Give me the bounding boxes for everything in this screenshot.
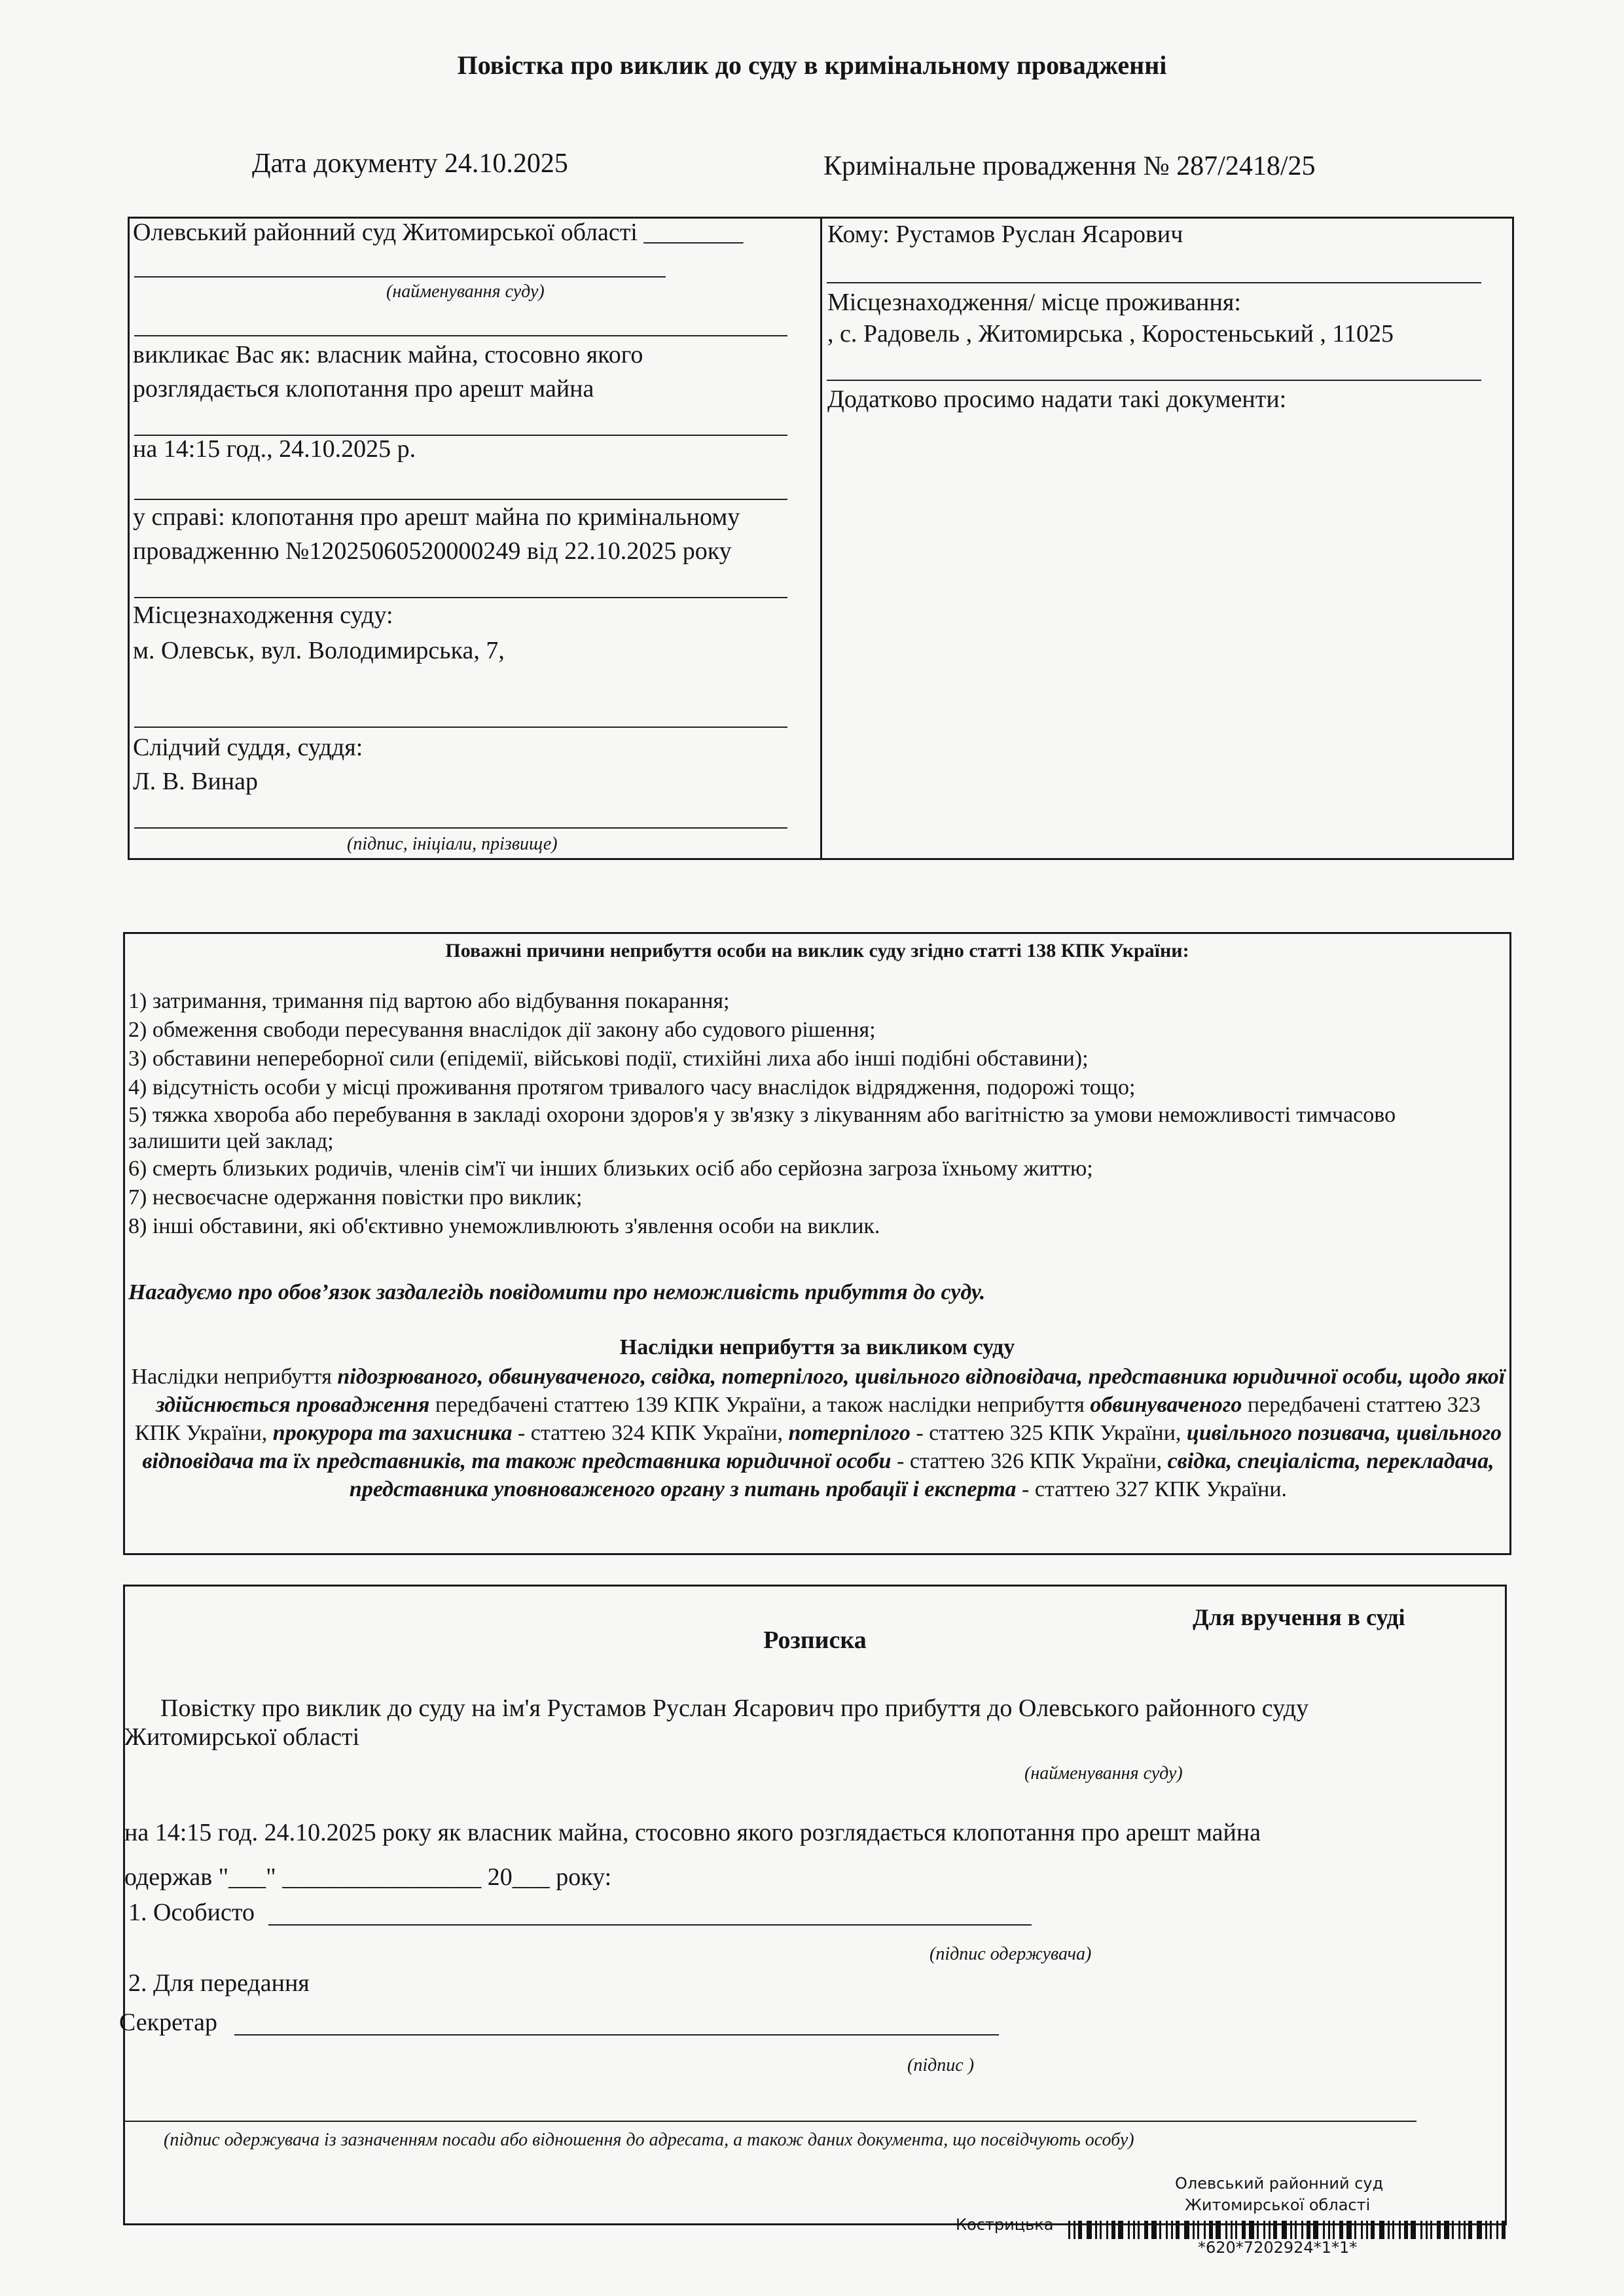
barcode-bar <box>1159 2221 1161 2239</box>
divider <box>134 276 666 278</box>
reason-item: 7) несвоєчасне одержання повістки про виклик; <box>128 1185 583 1210</box>
barcode-bar <box>1313 2221 1318 2239</box>
text-segment: прокурора та захисника <box>272 1421 513 1445</box>
barcode-bar <box>1100 2221 1102 2239</box>
barcode-bar <box>1496 2221 1498 2239</box>
barcode-bar <box>1193 2221 1195 2239</box>
for-court-label: Для вручення в суді <box>1193 1604 1405 1630</box>
barcode <box>1068 2221 1507 2239</box>
residence: , с. Радовель , Житомирська , Коростеньський , 11025 <box>827 320 1394 348</box>
barcode-bar <box>1087 2221 1092 2239</box>
barcode-bar <box>1171 2221 1173 2239</box>
recipient-signature-caption: (підпис одержувача) <box>929 1944 1092 1964</box>
reason-item: 1) затримання, тримання під вартою або відбування покарання; <box>128 989 730 1013</box>
barcode-bar <box>1273 2221 1277 2239</box>
receipt-line-3: на 14:15 год. 24.10.2025 року як власник майна, стосовно якого розглядається клопотання про арешт майна <box>124 1819 1261 1846</box>
judge-label: Слідчий суддя, суддя: <box>133 734 363 761</box>
barcode-bar <box>1399 2221 1401 2239</box>
barcode-bar <box>1328 2221 1330 2239</box>
barcode-bar <box>1269 2221 1271 2239</box>
column-divider <box>820 217 822 860</box>
barcode-bar <box>1144 2221 1148 2239</box>
text-segment: підозрюваного, обвинуваченого, свідка, потерпілого, цивільного відповідача, представника юридичної особи, щодо якої здійснюється провадження <box>156 1365 1506 1417</box>
barcode-bar <box>1290 2221 1292 2239</box>
court-caption: (найменування суду) <box>386 281 545 302</box>
barcode-bar <box>1339 2221 1343 2239</box>
barcode-bar <box>1225 2221 1227 2239</box>
court-location: м. Олевськ, вул. Володимирська, 7, <box>133 637 505 664</box>
barcode-bar <box>1074 2221 1075 2239</box>
court-name: Олевський районний суд Житомирської області ________ <box>133 219 744 246</box>
barcode-bar <box>1379 2221 1384 2239</box>
receipt-line-2: Житомирської області <box>124 1723 360 1751</box>
barcode-bar <box>1204 2221 1206 2239</box>
barcode-text: *620*7202924*1*1* <box>1198 2238 1358 2257</box>
footer-court-1: Олевський районний суд <box>1175 2174 1384 2193</box>
reason-item: 5) тяжка хвороба або перебування в закладі охорони здоров'я у зв'язку з лікуванням або вагітністю за умови неможливості тимчасово залишити цей заклад; <box>128 1103 1396 1153</box>
barcode-bar <box>1458 2221 1460 2239</box>
court-location-label: Місцезнаходження суду: <box>133 601 393 629</box>
barcode-bar <box>1166 2221 1168 2239</box>
barcode-bar <box>1184 2221 1189 2239</box>
reason-item: 4) відсутність особи у місці проживання протягом тривалого часу внаслідок відрядження, подорожі тощо; <box>128 1075 1136 1100</box>
judge-name: Л. В. Винар <box>133 768 259 795</box>
barcode-bar <box>1257 2221 1259 2239</box>
consequences-text <box>131 1363 1506 1503</box>
signature-line <box>234 2034 999 2036</box>
signature-caption: (підпис ) <box>907 2055 975 2075</box>
bottom-caption: (підпис одержувача із зазначенням посади або відношення до адресата, а також даних документа, що посвідчують особу) <box>164 2130 1134 2150</box>
barcode-bar <box>1361 2221 1363 2239</box>
clerk-name: Кострицька <box>956 2215 1054 2234</box>
barcode-bar <box>1242 2221 1246 2239</box>
text-segment: передбачені статтею 139 КПК України, а також наслідки неприбуття <box>429 1393 1091 1417</box>
divider <box>827 380 1481 381</box>
barcode-bar <box>1502 2221 1506 2239</box>
receipt-line-1: Повістку про виклик до суду на ім'я Рустамов Руслан Ясарович про прибуття до Олевського районного суду <box>160 1695 1309 1722</box>
barcode-bar <box>1444 2221 1449 2239</box>
barcode-bar <box>1282 2221 1287 2239</box>
barcode-bar <box>1249 2221 1254 2239</box>
barcode-bar <box>1078 2221 1082 2239</box>
text-segment: - статтею 327 КПК України. <box>1016 1477 1288 1501</box>
barcode-bar <box>1420 2221 1422 2239</box>
barcode-bar <box>1176 2221 1180 2239</box>
summons-role-line-2: розглядається клопотання про арешт майна <box>133 375 594 403</box>
secretary-label: Секретар <box>119 2009 217 2036</box>
receipt-title: Розписка <box>763 1626 867 1654</box>
document-date: Дата документу 24.10.2025 <box>252 149 568 179</box>
barcode-bar <box>1301 2221 1303 2239</box>
footer-court-2: Житомирської області <box>1185 2196 1371 2214</box>
divider <box>134 499 787 500</box>
document-title: Повістка про виклик до суду в кримінальному провадженні <box>457 50 1167 80</box>
hearing-time: на 14:15 год., 24.10.2025 р. <box>133 435 416 463</box>
receipt-court-caption: (найменування суду) <box>1024 1763 1183 1784</box>
barcode-bar <box>1452 2221 1454 2239</box>
barcode-bar <box>1323 2221 1325 2239</box>
recipient: Кому: Рустамов Руслан Ясарович <box>827 221 1183 248</box>
reason-item: 8) інші обставини, які об'єктивно унеможливлюють з'явлення особи на виклик. <box>128 1214 880 1238</box>
reasons-title: Поважні причини неприбуття особи на виклик суду згідно статті 138 КПК України: <box>445 940 1189 961</box>
summons-role-line-1: викликає Вас як: власник майна, стосовно якого <box>133 341 643 368</box>
barcode-bar <box>1388 2221 1390 2239</box>
received-date: одержав "___" ________________ 20___ року: <box>124 1863 612 1891</box>
reminder: Нагадуємо про обов’язок заздалегідь повідомити про неможливість прибуття до суду. <box>128 1280 986 1304</box>
barcode-bar <box>1333 2221 1335 2239</box>
text-segment: - статтею 324 КПК України, <box>512 1421 789 1445</box>
reason-item: 6) смерть близьких родичів, членів сім'ї чи інших близьких осіб або серйозна загроза їхньому життю; <box>128 1157 1093 1181</box>
divider <box>134 335 787 336</box>
barcode-bar <box>1354 2221 1356 2239</box>
consequences-title: Наслідки неприбуття за викликом суду <box>619 1335 1015 1359</box>
text-segment: Наслідки неприбуття <box>131 1365 338 1389</box>
divider <box>134 827 787 829</box>
barcode-bar <box>1346 2221 1352 2239</box>
judge-caption: (підпис, ініціали, прізвище) <box>347 834 558 854</box>
barcode-bar <box>1263 2221 1265 2239</box>
barcode-bar <box>1485 2221 1487 2239</box>
barcode-bar <box>1490 2221 1492 2239</box>
barcode-bar <box>1111 2221 1115 2239</box>
barcode-bar <box>1371 2221 1375 2239</box>
text-segment: - статтею 326 КПК України, <box>891 1449 1168 1473</box>
divider <box>134 597 787 598</box>
barcode-bar <box>1128 2221 1130 2239</box>
barcode-bar <box>1216 2221 1221 2239</box>
barcode-bar <box>1106 2221 1108 2239</box>
barcode-bar <box>1235 2221 1237 2239</box>
text-segment: обвинуваченого <box>1090 1393 1242 1417</box>
case-line-2: провадженню №12025060520000249 від 22.10.2025 року <box>133 537 732 565</box>
reasons-list <box>128 987 1503 1241</box>
barcode-bar <box>1464 2221 1466 2239</box>
divider <box>827 282 1481 283</box>
barcode-bar <box>1231 2221 1233 2239</box>
barcode-bar <box>1437 2221 1441 2239</box>
barcode-bar <box>1151 2221 1157 2239</box>
barcode-bar <box>1095 2221 1097 2239</box>
case-number: Кримінальне провадження № 287/2418/25 <box>823 151 1316 181</box>
case-line-1: у справі: клопотання про арешт майна по кримінальному <box>133 503 740 531</box>
barcode-bar <box>1118 2221 1123 2239</box>
text-segment: свідка, спеціаліста, перекладача, представника уповноваженого органу з питань пробації і експерта <box>349 1449 1494 1501</box>
text-segment: цивільного позивача, цивільного відповідача та їх представників, та також представника юридичної особи <box>142 1421 1502 1473</box>
personally-label: 1. Особисто <box>128 1899 255 1926</box>
divider <box>134 726 787 728</box>
barcode-bar <box>1392 2221 1394 2239</box>
barcode-bar <box>1366 2221 1368 2239</box>
barcode-bar <box>1411 2221 1416 2239</box>
barcode-bar <box>1307 2221 1310 2239</box>
barcode-bar <box>1068 2221 1070 2239</box>
transfer-label: 2. Для передання <box>128 1969 310 1997</box>
reason-item: 2) обмеження свободи пересування внаслідок дії закону або судового рішення; <box>128 1018 876 1042</box>
text-segment: передбачені статтею 323 КПК України, <box>134 1393 1481 1445</box>
barcode-bar <box>1477 2221 1482 2239</box>
barcode-bar <box>1138 2221 1140 2239</box>
barcode-bar <box>1209 2221 1213 2239</box>
barcode-bar <box>1197 2221 1199 2239</box>
text-segment: потерпілого <box>788 1421 911 1445</box>
text-segment: - статтею 325 КПК України, <box>910 1421 1187 1445</box>
signature-line <box>124 2121 1416 2122</box>
barcode-bar <box>1295 2221 1297 2239</box>
barcode-bar <box>1133 2221 1135 2239</box>
signature-line <box>268 1924 1032 1926</box>
barcode-bar <box>1404 2221 1408 2239</box>
barcode-bar <box>1426 2221 1428 2239</box>
reason-item: 3) обставини непереборної сили (епідемії, військові події, стихійні лиха або інші подібні обставини); <box>128 1047 1089 1071</box>
documents-label: Додатково просимо надати такі документи: <box>827 386 1287 413</box>
barcode-bar <box>1468 2221 1472 2239</box>
barcode-bar <box>1430 2221 1432 2239</box>
residence-label: Місцезнаходження/ місце проживання: <box>827 289 1241 316</box>
